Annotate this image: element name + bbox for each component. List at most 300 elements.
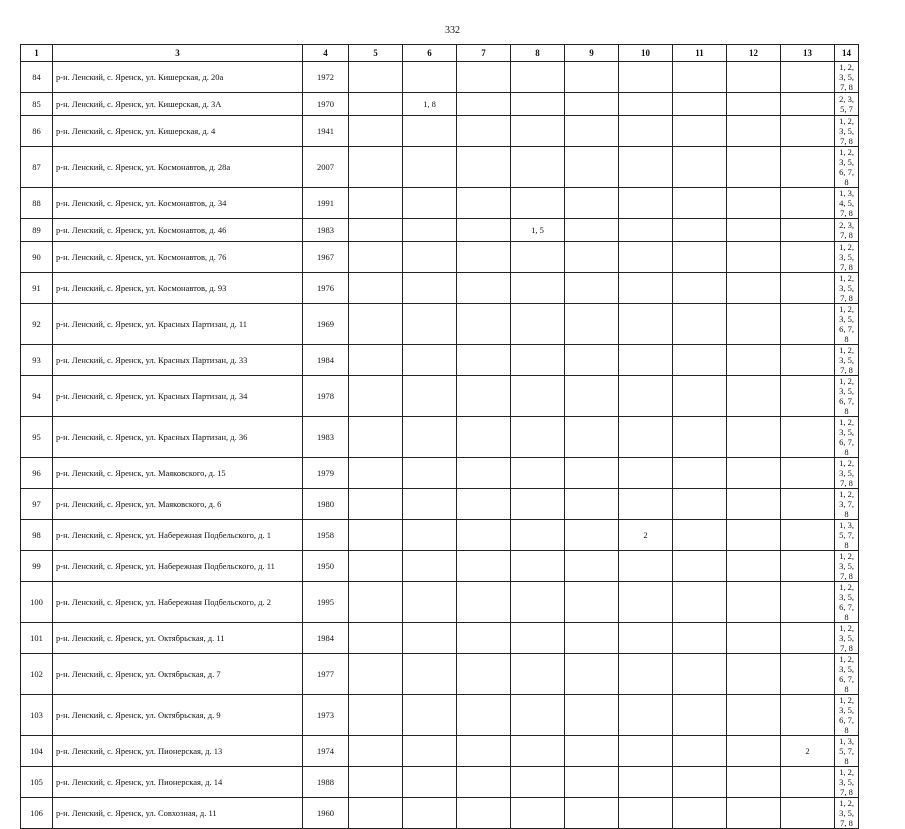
cell-c6 <box>403 304 457 345</box>
column-header-14: 14 <box>835 45 859 62</box>
table-row <box>21 798 859 829</box>
cell-num: 88 <box>21 188 53 219</box>
cell-c7 <box>457 798 511 829</box>
register-table <box>20 44 859 829</box>
cell-c9 <box>565 219 619 242</box>
cell-c10 <box>619 147 673 188</box>
cell-num: 91 <box>21 273 53 304</box>
cell-c5 <box>349 736 403 767</box>
cell-c5 <box>349 417 403 458</box>
cell-c13 <box>781 767 835 798</box>
cell-num: 93 <box>21 345 53 376</box>
cell-c6 <box>403 417 457 458</box>
cell-c10 <box>619 695 673 736</box>
cell-c5 <box>349 62 403 93</box>
cell-c7 <box>457 458 511 489</box>
cell-year: 1979 <box>303 458 349 489</box>
column-header-10: 10 <box>619 45 673 62</box>
cell-c7 <box>457 242 511 273</box>
cell-c12 <box>727 345 781 376</box>
cell-c14: 1, 2, 3, 5, 6, 7, 8 <box>835 376 859 417</box>
cell-c5 <box>349 489 403 520</box>
cell-num: 98 <box>21 520 53 551</box>
cell-c5 <box>349 242 403 273</box>
cell-c11 <box>673 376 727 417</box>
cell-c7 <box>457 273 511 304</box>
cell-c12 <box>727 623 781 654</box>
cell-c7 <box>457 695 511 736</box>
cell-c9 <box>565 62 619 93</box>
cell-address: р-н. Ленский, с. Яренск, ул. Красных Партизан, д. 11 <box>53 304 303 345</box>
table-row <box>21 582 859 623</box>
cell-c14: 1, 3, 5, 7, 8 <box>835 736 859 767</box>
cell-c11 <box>673 417 727 458</box>
cell-year: 1984 <box>303 623 349 654</box>
cell-c12 <box>727 458 781 489</box>
cell-c11 <box>673 654 727 695</box>
cell-c14: 2, 3, 7, 8 <box>835 219 859 242</box>
cell-year: 1973 <box>303 695 349 736</box>
cell-c12 <box>727 116 781 147</box>
cell-c11 <box>673 219 727 242</box>
table-row <box>21 62 859 93</box>
cell-address: р-н. Ленский, с. Яренск, ул. Красных Партизан, д. 33 <box>53 345 303 376</box>
cell-c11 <box>673 582 727 623</box>
table-row <box>21 695 859 736</box>
table-row <box>21 93 859 116</box>
cell-c12 <box>727 767 781 798</box>
cell-c6 <box>403 345 457 376</box>
cell-c11 <box>673 489 727 520</box>
cell-c6 <box>403 242 457 273</box>
cell-c14: 1, 2, 3, 5, 6, 7, 8 <box>835 654 859 695</box>
cell-year: 1991 <box>303 188 349 219</box>
cell-c8 <box>511 345 565 376</box>
cell-num: 102 <box>21 654 53 695</box>
cell-num: 99 <box>21 551 53 582</box>
header-row <box>21 45 859 62</box>
cell-c6 <box>403 798 457 829</box>
cell-c13 <box>781 654 835 695</box>
cell-c11 <box>673 798 727 829</box>
cell-c5 <box>349 147 403 188</box>
cell-c6 <box>403 551 457 582</box>
cell-c14: 1, 2, 3, 5, 7, 8 <box>835 623 859 654</box>
cell-c6 <box>403 62 457 93</box>
cell-c13 <box>781 458 835 489</box>
cell-c5 <box>349 376 403 417</box>
cell-c5 <box>349 520 403 551</box>
cell-c12 <box>727 417 781 458</box>
table-row <box>21 458 859 489</box>
cell-c8 <box>511 147 565 188</box>
table-row <box>21 147 859 188</box>
cell-c5 <box>349 219 403 242</box>
cell-c10: 2 <box>619 520 673 551</box>
cell-year: 1988 <box>303 767 349 798</box>
cell-c13 <box>781 242 835 273</box>
cell-c13 <box>781 116 835 147</box>
cell-address: р-н. Ленский, с. Яренск, ул. Пионерская, д. 13 <box>53 736 303 767</box>
cell-c11 <box>673 116 727 147</box>
cell-c10 <box>619 551 673 582</box>
cell-c13 <box>781 376 835 417</box>
cell-c7 <box>457 345 511 376</box>
cell-c13 <box>781 147 835 188</box>
table-row <box>21 116 859 147</box>
cell-c7 <box>457 376 511 417</box>
cell-c6 <box>403 147 457 188</box>
cell-c14: 1, 2, 3, 5, 7, 8 <box>835 458 859 489</box>
cell-c7 <box>457 736 511 767</box>
cell-c5 <box>349 767 403 798</box>
cell-c8 <box>511 93 565 116</box>
cell-c14: 1, 2, 3, 5, 7, 8 <box>835 798 859 829</box>
cell-address: р-н. Ленский, с. Яренск, ул. Маяковского, д. 15 <box>53 458 303 489</box>
cell-address: р-н. Ленский, с. Яренск, ул. Космонавтов, д. 76 <box>53 242 303 273</box>
cell-c6 <box>403 623 457 654</box>
table-row <box>21 736 859 767</box>
cell-c13: 2 <box>781 736 835 767</box>
cell-c8 <box>511 551 565 582</box>
cell-c9 <box>565 188 619 219</box>
cell-c11 <box>673 767 727 798</box>
cell-c6 <box>403 767 457 798</box>
cell-c7 <box>457 623 511 654</box>
cell-c12 <box>727 219 781 242</box>
table-row <box>21 767 859 798</box>
cell-c13 <box>781 273 835 304</box>
cell-c13 <box>781 62 835 93</box>
cell-c7 <box>457 551 511 582</box>
cell-c9 <box>565 242 619 273</box>
cell-c10 <box>619 458 673 489</box>
cell-c8 <box>511 798 565 829</box>
column-header-11: 11 <box>673 45 727 62</box>
cell-c9 <box>565 304 619 345</box>
cell-c9 <box>565 695 619 736</box>
table-row <box>21 654 859 695</box>
cell-c14: 1, 2, 3, 5, 6, 7, 8 <box>835 695 859 736</box>
cell-c13 <box>781 798 835 829</box>
cell-c9 <box>565 273 619 304</box>
cell-c14: 1, 2, 3, 5, 7, 8 <box>835 551 859 582</box>
cell-num: 106 <box>21 798 53 829</box>
cell-c7 <box>457 219 511 242</box>
cell-c8 <box>511 623 565 654</box>
cell-c10 <box>619 623 673 654</box>
cell-c10 <box>619 736 673 767</box>
cell-c13 <box>781 582 835 623</box>
cell-c6 <box>403 582 457 623</box>
cell-c14: 1, 3, 5, 7, 8 <box>835 520 859 551</box>
cell-c12 <box>727 376 781 417</box>
cell-c8 <box>511 736 565 767</box>
cell-num: 101 <box>21 623 53 654</box>
cell-c6: 1, 8 <box>403 93 457 116</box>
column-header-5: 5 <box>349 45 403 62</box>
cell-c14: 1, 2, 3, 5, 7, 8 <box>835 345 859 376</box>
cell-c9 <box>565 376 619 417</box>
table-row <box>21 376 859 417</box>
cell-c6 <box>403 273 457 304</box>
cell-address: р-н. Ленский, с. Яренск, ул. Космонавтов, д. 34 <box>53 188 303 219</box>
cell-c5 <box>349 188 403 219</box>
cell-c8 <box>511 304 565 345</box>
cell-year: 1974 <box>303 736 349 767</box>
cell-c10 <box>619 304 673 345</box>
cell-c12 <box>727 62 781 93</box>
cell-c12 <box>727 654 781 695</box>
cell-c9 <box>565 654 619 695</box>
cell-c13 <box>781 93 835 116</box>
cell-c10 <box>619 489 673 520</box>
cell-c7 <box>457 520 511 551</box>
cell-c10 <box>619 116 673 147</box>
cell-c8 <box>511 695 565 736</box>
cell-c12 <box>727 188 781 219</box>
cell-c10 <box>619 767 673 798</box>
cell-c7 <box>457 147 511 188</box>
cell-c6 <box>403 376 457 417</box>
cell-c7 <box>457 417 511 458</box>
cell-c11 <box>673 520 727 551</box>
cell-c11 <box>673 273 727 304</box>
cell-c8: 1, 5 <box>511 219 565 242</box>
cell-c7 <box>457 188 511 219</box>
cell-year: 1960 <box>303 798 349 829</box>
cell-c14: 2, 3, 5, 7 <box>835 93 859 116</box>
cell-c9 <box>565 736 619 767</box>
cell-c5 <box>349 93 403 116</box>
cell-num: 86 <box>21 116 53 147</box>
cell-c13 <box>781 417 835 458</box>
cell-c6 <box>403 188 457 219</box>
cell-c10 <box>619 219 673 242</box>
cell-c12 <box>727 551 781 582</box>
cell-num: 87 <box>21 147 53 188</box>
table-row <box>21 242 859 273</box>
cell-address: р-н. Ленский, с. Яренск, ул. Красных Партизан, д. 36 <box>53 417 303 458</box>
cell-c9 <box>565 798 619 829</box>
cell-address: р-н. Ленский, с. Яренск, ул. Кишерская, д. 20а <box>53 62 303 93</box>
cell-c9 <box>565 582 619 623</box>
cell-num: 84 <box>21 62 53 93</box>
cell-c8 <box>511 582 565 623</box>
cell-c11 <box>673 551 727 582</box>
cell-c10 <box>619 376 673 417</box>
column-header-12: 12 <box>727 45 781 62</box>
cell-address: р-н. Ленский, с. Яренск, ул. Пионерская, д. 14 <box>53 767 303 798</box>
cell-c5 <box>349 695 403 736</box>
cell-c11 <box>673 62 727 93</box>
cell-c12 <box>727 489 781 520</box>
cell-year: 1978 <box>303 376 349 417</box>
cell-c9 <box>565 417 619 458</box>
cell-c11 <box>673 345 727 376</box>
cell-num: 96 <box>21 458 53 489</box>
cell-c7 <box>457 62 511 93</box>
cell-c14: 1, 2, 3, 5, 6, 7, 8 <box>835 582 859 623</box>
cell-c13 <box>781 623 835 654</box>
cell-c11 <box>673 93 727 116</box>
cell-num: 95 <box>21 417 53 458</box>
cell-c13 <box>781 551 835 582</box>
cell-c9 <box>565 458 619 489</box>
cell-c10 <box>619 654 673 695</box>
cell-address: р-н. Ленский, с. Яренск, ул. Кишерская, д. 3А <box>53 93 303 116</box>
column-header-1: 1 <box>21 45 53 62</box>
column-header-6: 6 <box>403 45 457 62</box>
cell-year: 2007 <box>303 147 349 188</box>
cell-c8 <box>511 62 565 93</box>
cell-c14: 1, 3, 4, 5, 7, 8 <box>835 188 859 219</box>
column-header-9: 9 <box>565 45 619 62</box>
cell-address: р-н. Ленский, с. Яренск, ул. Октябрьская, д. 7 <box>53 654 303 695</box>
cell-address: р-н. Ленский, с. Яренск, ул. Кишерская, д. 4 <box>53 116 303 147</box>
cell-c11 <box>673 304 727 345</box>
cell-c13 <box>781 489 835 520</box>
table-row <box>21 345 859 376</box>
cell-c7 <box>457 93 511 116</box>
cell-c5 <box>349 345 403 376</box>
cell-c6 <box>403 736 457 767</box>
cell-c6 <box>403 654 457 695</box>
cell-c11 <box>673 695 727 736</box>
cell-c6 <box>403 489 457 520</box>
cell-c11 <box>673 147 727 188</box>
cell-c14: 1, 2, 3, 5, 7, 8 <box>835 767 859 798</box>
cell-c10 <box>619 798 673 829</box>
cell-address: р-н. Ленский, с. Яренск, ул. Октябрьская, д. 11 <box>53 623 303 654</box>
cell-year: 1941 <box>303 116 349 147</box>
table-row <box>21 188 859 219</box>
cell-c5 <box>349 551 403 582</box>
cell-num: 100 <box>21 582 53 623</box>
cell-num: 105 <box>21 767 53 798</box>
cell-c11 <box>673 188 727 219</box>
cell-year: 1983 <box>303 417 349 458</box>
cell-num: 85 <box>21 93 53 116</box>
cell-c8 <box>511 520 565 551</box>
cell-c7 <box>457 304 511 345</box>
cell-year: 1969 <box>303 304 349 345</box>
cell-address: р-н. Ленский, с. Яренск, ул. Октябрьская, д. 9 <box>53 695 303 736</box>
cell-c14: 1, 2, 3, 5, 6, 7, 8 <box>835 147 859 188</box>
page-number: 332 <box>445 25 460 36</box>
cell-c8 <box>511 188 565 219</box>
cell-c9 <box>565 489 619 520</box>
cell-num: 104 <box>21 736 53 767</box>
cell-address: р-н. Ленский, с. Яренск, ул. Набережная Подбельского, д. 11 <box>53 551 303 582</box>
cell-c6 <box>403 695 457 736</box>
cell-c9 <box>565 551 619 582</box>
cell-address: р-н. Ленский, с. Яренск, ул. Набережная Подбельского, д. 1 <box>53 520 303 551</box>
cell-c14: 1, 2, 3, 5, 7, 8 <box>835 273 859 304</box>
cell-c14: 1, 2, 3, 7, 8 <box>835 489 859 520</box>
cell-num: 97 <box>21 489 53 520</box>
cell-address: р-н. Ленский, с. Яренск, ул. Набережная Подбельского, д. 2 <box>53 582 303 623</box>
cell-c6 <box>403 520 457 551</box>
table-row <box>21 489 859 520</box>
cell-c8 <box>511 242 565 273</box>
cell-c9 <box>565 116 619 147</box>
cell-c13 <box>781 188 835 219</box>
cell-c11 <box>673 242 727 273</box>
cell-c10 <box>619 93 673 116</box>
cell-address: р-н. Ленский, с. Яренск, ул. Космонавтов, д. 46 <box>53 219 303 242</box>
cell-c5 <box>349 582 403 623</box>
cell-num: 103 <box>21 695 53 736</box>
cell-year: 1976 <box>303 273 349 304</box>
cell-c12 <box>727 736 781 767</box>
column-header-7: 7 <box>457 45 511 62</box>
cell-c13 <box>781 345 835 376</box>
cell-c8 <box>511 458 565 489</box>
table-row <box>21 304 859 345</box>
cell-year: 1972 <box>303 62 349 93</box>
cell-c8 <box>511 489 565 520</box>
cell-c12 <box>727 520 781 551</box>
cell-year: 1983 <box>303 219 349 242</box>
cell-address: р-н. Ленский, с. Яренск, ул. Красных Партизан, д. 34 <box>53 376 303 417</box>
cell-c6 <box>403 458 457 489</box>
cell-c9 <box>565 147 619 188</box>
cell-year: 1980 <box>303 489 349 520</box>
cell-c8 <box>511 116 565 147</box>
cell-c5 <box>349 304 403 345</box>
cell-address: р-н. Ленский, с. Яренск, ул. Маяковского, д. 6 <box>53 489 303 520</box>
cell-num: 92 <box>21 304 53 345</box>
cell-c13 <box>781 304 835 345</box>
cell-c12 <box>727 582 781 623</box>
cell-year: 1950 <box>303 551 349 582</box>
column-header-4: 4 <box>303 45 349 62</box>
cell-c11 <box>673 623 727 654</box>
cell-c10 <box>619 188 673 219</box>
table-row <box>21 520 859 551</box>
cell-c11 <box>673 458 727 489</box>
cell-c9 <box>565 345 619 376</box>
cell-c13 <box>781 219 835 242</box>
cell-year: 1967 <box>303 242 349 273</box>
column-header-3: 3 <box>53 45 303 62</box>
cell-c5 <box>349 273 403 304</box>
cell-address: р-н. Ленский, с. Яренск, ул. Космонавтов, д. 28а <box>53 147 303 188</box>
cell-c7 <box>457 582 511 623</box>
cell-c8 <box>511 767 565 798</box>
cell-num: 89 <box>21 219 53 242</box>
cell-c12 <box>727 93 781 116</box>
cell-c10 <box>619 242 673 273</box>
cell-year: 1995 <box>303 582 349 623</box>
cell-c10 <box>619 62 673 93</box>
cell-c5 <box>349 116 403 147</box>
cell-c7 <box>457 654 511 695</box>
cell-num: 90 <box>21 242 53 273</box>
column-header-13: 13 <box>781 45 835 62</box>
table-row <box>21 417 859 458</box>
cell-c8 <box>511 376 565 417</box>
cell-year: 1958 <box>303 520 349 551</box>
cell-c9 <box>565 93 619 116</box>
cell-c12 <box>727 273 781 304</box>
cell-c14: 1, 2, 3, 5, 7, 8 <box>835 62 859 93</box>
cell-num: 94 <box>21 376 53 417</box>
cell-c8 <box>511 417 565 458</box>
cell-c5 <box>349 623 403 654</box>
cell-c10 <box>619 582 673 623</box>
